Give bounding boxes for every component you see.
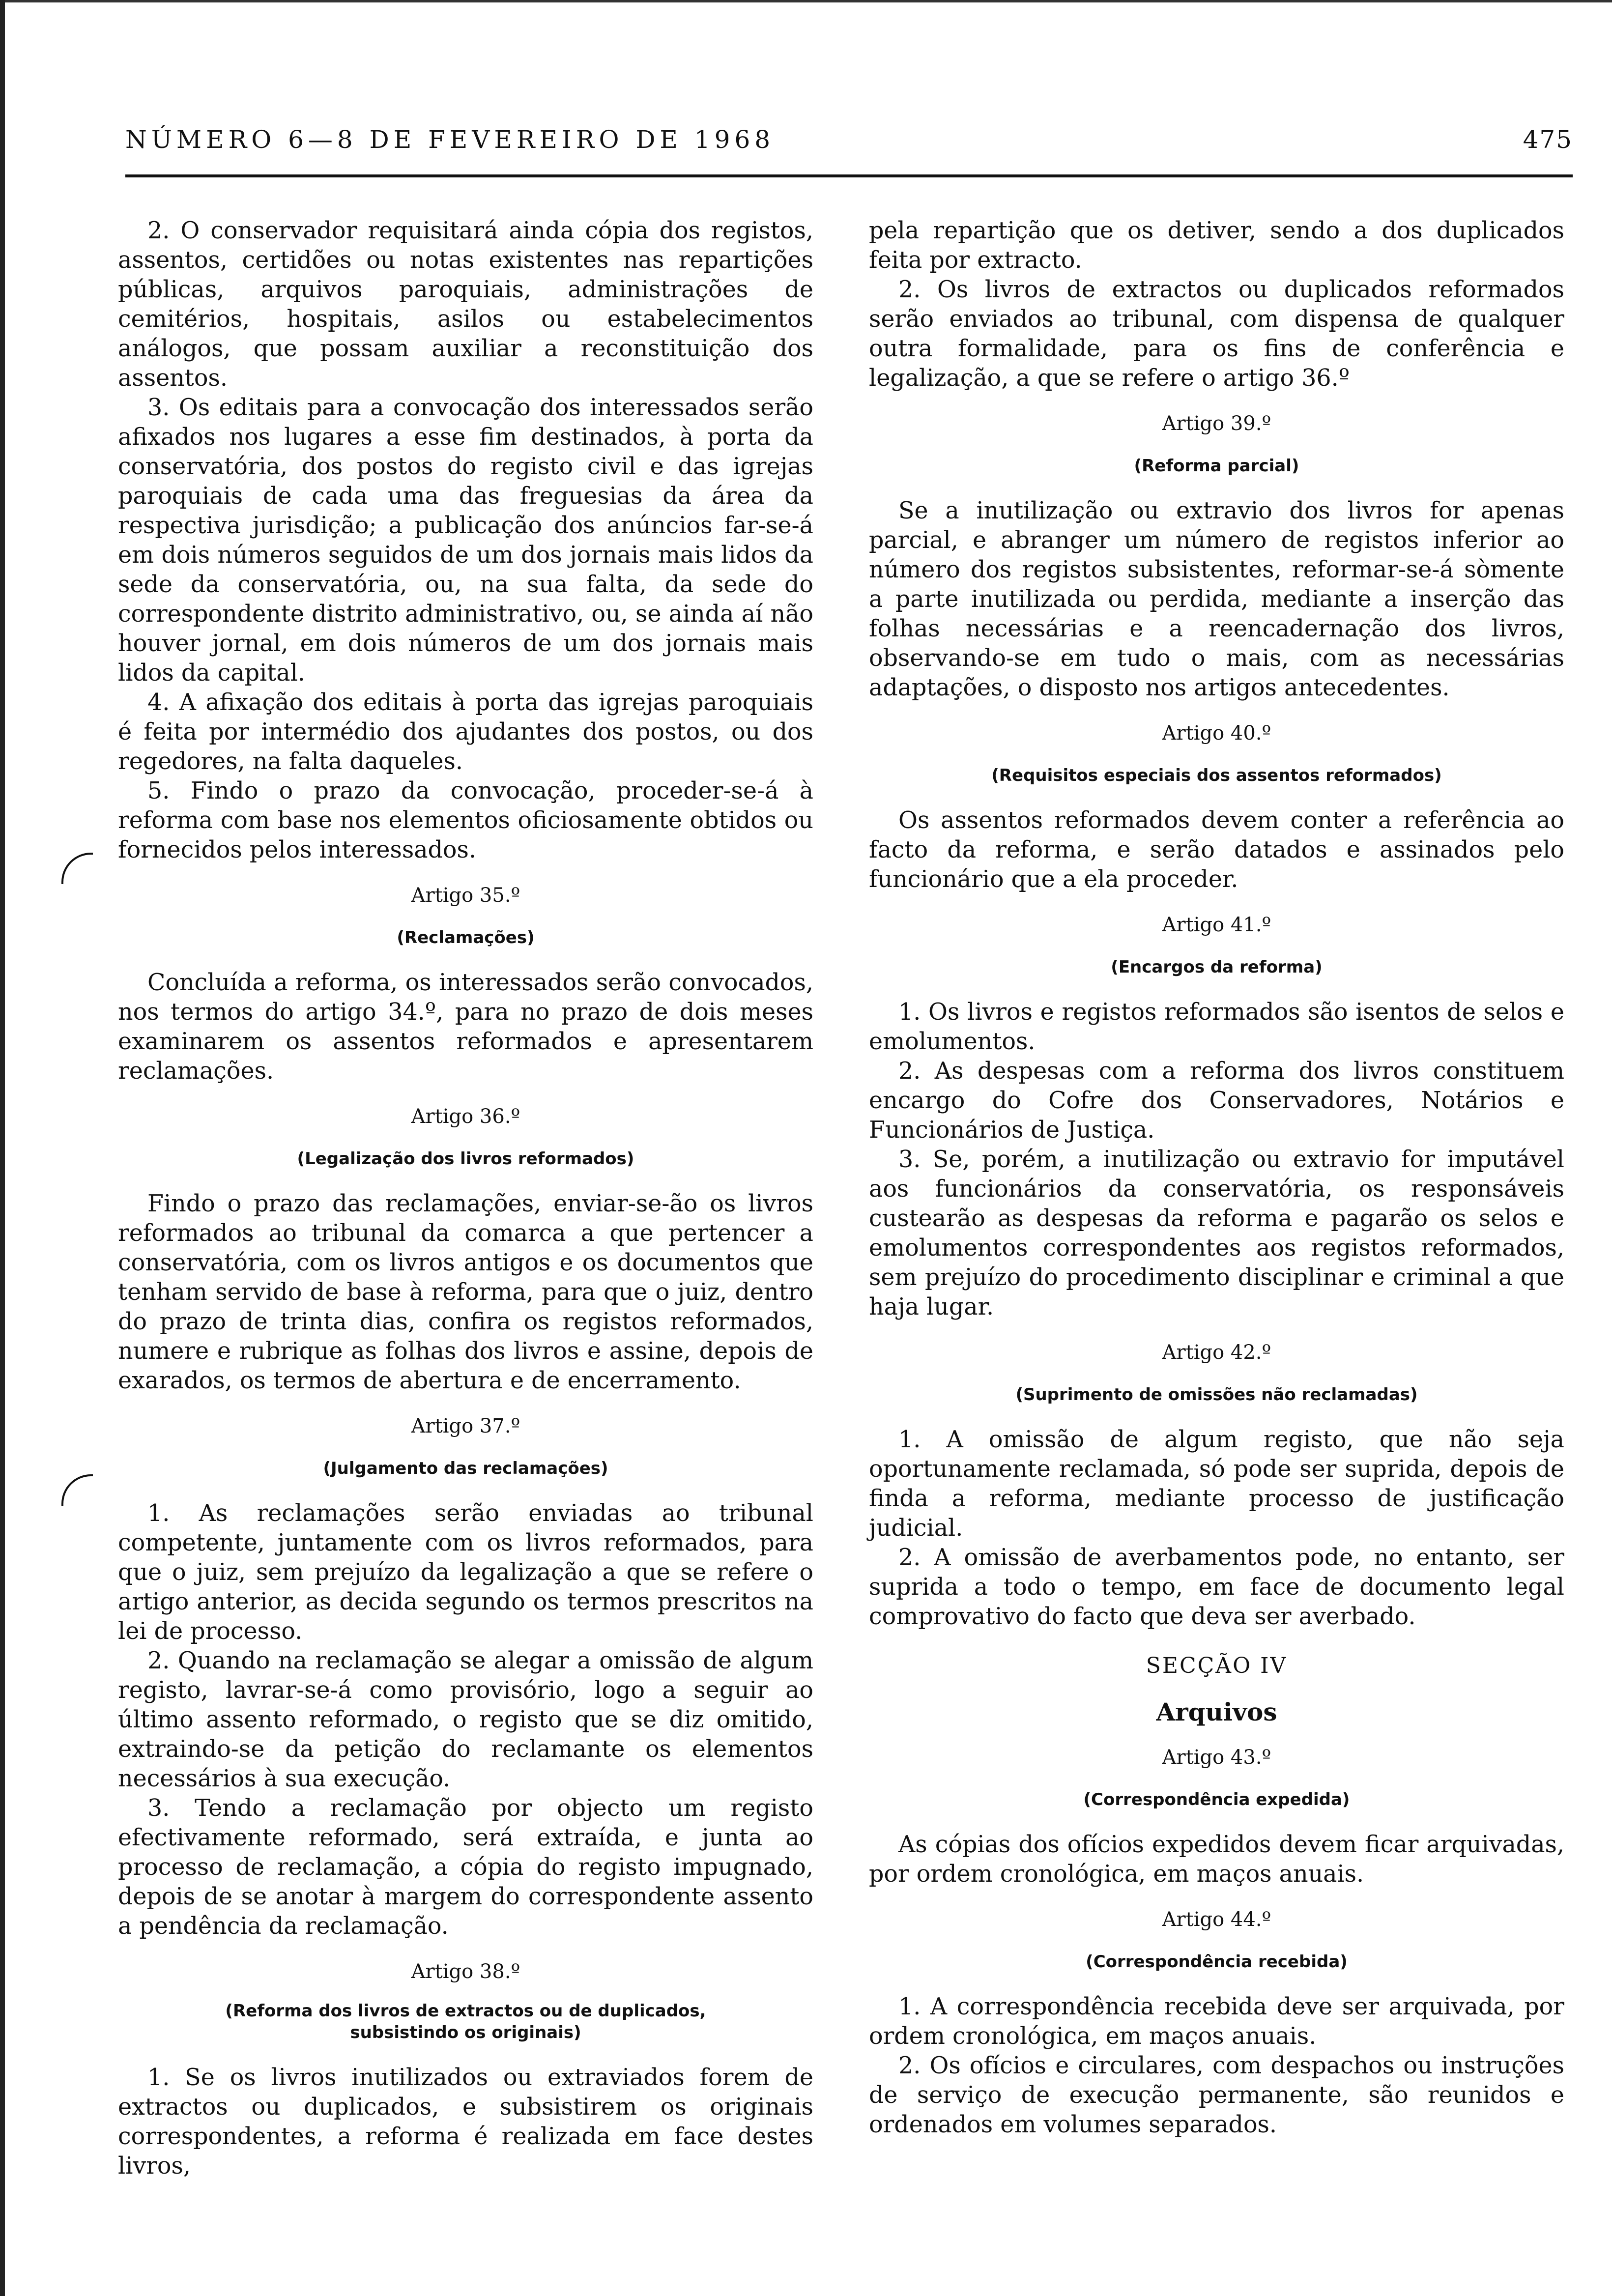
article-number: Artigo 38.º bbox=[411, 1960, 520, 1983]
paragraph: 2. Quando na reclamação se alegar a omissão de algum registo, lavrar-se-á como provisório, logo a seguir ao último assento reformado, o registo que se diz omitido, extraindo-se da petição do reclamante os elementos necessários à sua execução. bbox=[118, 1647, 813, 1792]
paragraph: As cópias dos ofícios expedidos devem ficar arquivadas, por ordem cronológica, em maços anuais. bbox=[869, 1831, 1564, 1888]
article-title: (Correspondência expedida) bbox=[1083, 1790, 1350, 1809]
paragraph: 1. As reclamações serão enviadas ao tribunal competente, juntamente com os livros reformados, para que o juiz, sem prejuízo da legalização a que se refere o artigo anterior, as decida segundo os termos prescritos na lei de processo. bbox=[118, 1500, 813, 1645]
paragraph: 3. Os editais para a convocação dos interessados serão afixados nos lugares a esse fim destinados, à porta da conservatória, dos postos do registo civil e das igrejas paroquiais de cada uma das freguesias da área da respectiva jurisdição; a publicação dos anúncios far-se-á em dois números seguidos de um dos jornais mais lidos da sede da conservatória, ou, na sua falta, da sede do correspondente distrito administrativo, ou, se ainda aí não houver jornal, em dois números de um dos jornais mais lidos da capital. bbox=[118, 394, 813, 687]
article-number: Artigo 37.º bbox=[411, 1415, 520, 1437]
margin-bracket-mark bbox=[61, 853, 93, 884]
paragraph: 1. Se os livros inutilizados ou extraviados forem de extractos ou duplicados, e subsistirem os originais correspondentes, a reforma é realizada em face destes livros, bbox=[118, 2064, 813, 2180]
article-number: Artigo 44.º bbox=[1162, 1908, 1271, 1931]
article-number: Artigo 42.º bbox=[1162, 1341, 1271, 1364]
paragraph: 3. Tendo a reclamação por objecto um registo efectivamente reformado, será extraída, e junta ao processo de reclamação, a cópia do registo impugnado, depois de se anotar à margem do correspondente assento a pendência da reclamação. bbox=[118, 1795, 813, 1940]
article-title: (Encargos da reforma) bbox=[1111, 957, 1323, 977]
paragraph: 1. Os livros e registos reformados são isentos de selos e emolumentos. bbox=[869, 999, 1564, 1055]
section-title: Arquivos bbox=[1156, 1697, 1277, 1726]
section-number: SECÇÃO IV bbox=[1146, 1653, 1288, 1678]
article-number: Artigo 36.º bbox=[411, 1105, 520, 1128]
scan-border-top bbox=[0, 0, 1612, 2]
article-number: Artigo 43.º bbox=[1162, 1746, 1271, 1769]
article-title: (Legalização dos livros reformados) bbox=[297, 1149, 634, 1169]
scan-border-left bbox=[0, 0, 5, 2296]
left-column bbox=[118, 216, 813, 2181]
article-number: Artigo 41.º bbox=[1162, 914, 1271, 936]
header-rule bbox=[125, 174, 1573, 177]
article-number: Artigo 40.º bbox=[1162, 722, 1271, 745]
paragraph: 1. A correspondência recebida deve ser arquivada, por ordem cronológica, em maços anuais. bbox=[869, 1993, 1564, 2050]
article-title: (Reclamações) bbox=[397, 928, 535, 947]
paragraph: 2. Os ofícios e circulares, com despachos ou instruções de serviço de execução permanente, são reunidos e ordenados em volumes separados. bbox=[869, 2052, 1564, 2138]
header-title: NÚMERO 6—8 DE FEVEREIRO DE 1968 bbox=[125, 125, 775, 154]
article-title: (Suprimento de omissões não reclamadas) bbox=[1015, 1385, 1418, 1405]
paragraph: Concluída a reforma, os interessados serão convocados, nos termos do artigo 34.º, para no prazo de dois meses examinarem os assentos reformados e apresentarem reclamações. bbox=[118, 969, 813, 1085]
margin-bracket-mark bbox=[61, 1474, 93, 1506]
page-number: 475 bbox=[1523, 125, 1573, 154]
paragraph: Findo o prazo das reclamações, enviar-se-ão os livros reformados ao tribunal da comarca a que pertencer a conservatória, com os livros antigos e os documentos que tenham servido de base à reforma, para que o juiz, dentro do prazo de trinta dias, confira os registos reformados, numere e rubrique as folhas dos livros e assine, depois de exarados, os termos de abertura e de encerramento. bbox=[118, 1190, 813, 1394]
paragraph: 2. A omissão de averbamentos pode, no entanto, ser suprida a todo o tempo, em face de documento legal comprovativo do facto que deva ser averbado. bbox=[869, 1544, 1564, 1630]
article-title bbox=[118, 2000, 813, 2043]
article-title: (Julgamento das reclamações) bbox=[323, 1459, 608, 1478]
article-number: Artigo 35.º bbox=[411, 884, 520, 907]
paragraph: 1. A omissão de algum registo, que não seja oportunamente reclamada, só pode ser suprida, depois de finda a reforma, mediante processo de justificação judicial. bbox=[869, 1426, 1564, 1542]
paragraph: 5. Findo o prazo da convocação, proceder-se-á à reforma com base nos elementos oficiosamente obtidos ou fornecidos pelos interessados. bbox=[118, 777, 813, 863]
article-number: Artigo 39.º bbox=[1162, 412, 1271, 435]
article-title-line: subsistindo os originais) bbox=[350, 2023, 581, 2042]
article-title-line: (Reforma dos livros de extractos ou de duplicados, bbox=[225, 2001, 706, 2021]
paragraph: 4. A afixação dos editais à porta das igrejas paroquiais é feita por intermédio dos ajudantes dos postos, ou dos regedores, na falta daqueles. bbox=[118, 689, 813, 775]
paragraph: 2. O conservador requisitará ainda cópia dos registos, assentos, certidões ou notas existentes nas repartições públicas, arquivos paroquiais, administrações de cemitérios, hospitais, asilos ou estabelecimentos análogos, que possam auxiliar a reconstituição dos assentos. bbox=[118, 217, 813, 392]
paragraph: Os assentos reformados devem conter a referência ao facto da reforma, e serão datados e assinados pelo funcionário que a ela proceder. bbox=[869, 807, 1564, 893]
paragraph: 3. Se, porém, a inutilização ou extravio for imputável aos funcionários da conservatória, os responsáveis custearão as despesas da reforma e pagarão os selos e emolumentos correspondentes aos registos reformados, sem prejuízo do procedimento disciplinar e criminal a que haja lugar. bbox=[869, 1146, 1564, 1320]
article-title: (Reforma parcial) bbox=[1134, 456, 1299, 476]
paragraph: 2. Os livros de extractos ou duplicados reformados serão enviados ao tribunal, com dispensa de qualquer outra formalidade, para os fins de conferência e legalização, a que se refere o artigo 36.º bbox=[869, 276, 1564, 392]
paragraph: Se a inutilização ou extravio dos livros for apenas parcial, e abranger um número de registos inferior ao número dos registos subsistentes, reformar-se-á sòmente a parte inutilizada ou perdida, mediante a inserção das folhas necessárias e a reencadernação dos livros, observando-se em tudo o mais, com as necessárias adaptações, o disposto nos artigos antecedentes. bbox=[869, 497, 1564, 701]
right-column bbox=[869, 216, 1564, 2140]
article-title: (Requisitos especiais dos assentos reformados) bbox=[991, 766, 1442, 785]
paragraph: 2. As despesas com a reforma dos livros constituem encargo do Cofre dos Conservadores, Notários e Funcionários de Justiça. bbox=[869, 1058, 1564, 1144]
page-header bbox=[125, 125, 1573, 165]
article-title: (Correspondência recebida) bbox=[1086, 1952, 1348, 1972]
paragraph: pela repartição que os detiver, sendo a dos duplicados feita por extracto. bbox=[869, 217, 1564, 274]
